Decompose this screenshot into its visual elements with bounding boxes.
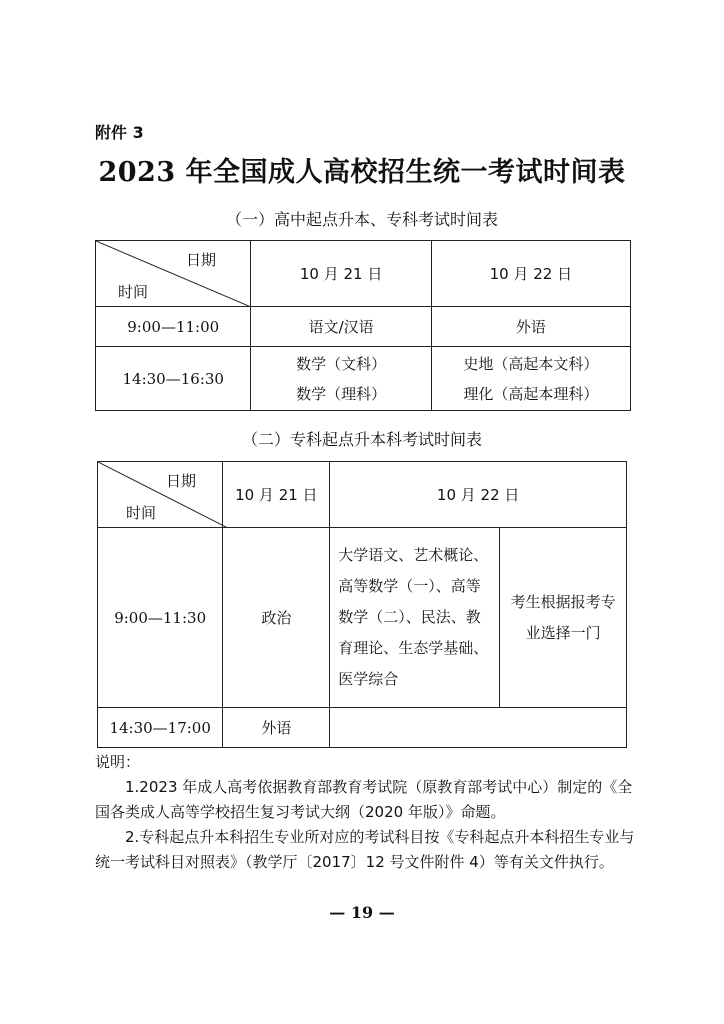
table2-header-day2: 10 月 22 日 xyxy=(330,462,627,528)
table1-row1-day1: 语文/汉语 xyxy=(251,307,431,347)
diagonal-line xyxy=(98,462,228,528)
notes-heading: 说明： xyxy=(95,753,141,771)
table1-header-day2: 10 月 22 日 xyxy=(431,241,630,307)
table1-row2-day1 xyxy=(251,347,431,411)
table1-corner-cell xyxy=(96,241,251,307)
corner-time-label: 时间 xyxy=(126,504,157,522)
notes-section xyxy=(95,750,635,875)
table2-row2-day1: 外语 xyxy=(223,708,330,748)
table2-row1-time: 9:00—11:30 xyxy=(98,528,223,708)
attachment-label: 附件 3 xyxy=(95,123,144,142)
table2-row2-time: 14:30—17:00 xyxy=(98,708,223,748)
subject-line: 数学（理科） xyxy=(296,384,387,403)
table2-row1-day1: 政治 xyxy=(223,528,330,708)
table2-row2-day2 xyxy=(330,708,627,748)
note-item: 2.专科起点升本科招生专业所对应的考试科目按《专科起点升本科招生专业与统一考试科目对照表》（教学厅〔2017〕12 号文件附件 4）等有关文件执行。 xyxy=(95,828,635,871)
table2-header-day1: 10 月 21 日 xyxy=(223,462,330,528)
table2-corner-cell xyxy=(98,462,223,528)
note-item: 1.2023 年成人高考依据教育部教育考试院（原教育部考试中心）制定的《全国各类成人高等学校招生复习考试大纲（2020 年版）》命题。 xyxy=(95,778,633,821)
table1-exam-schedule xyxy=(95,240,631,411)
table1-caption: （一）高中起点升本、专科考试时间表 xyxy=(225,210,498,229)
table2-row1-day2-subjects: 大学语文、艺术概论、高等数学（一）、高等数学（二）、民法、教育理论、生态学基础、医学综合 xyxy=(330,528,500,708)
table2-caption: （二）专科起点升本科考试时间表 xyxy=(241,430,482,449)
subject-line: 史地（高起本文科） xyxy=(463,354,599,373)
corner-time-label: 时间 xyxy=(118,283,149,301)
subject-line: 数学（文科） xyxy=(296,354,387,373)
table1-row1-day2: 外语 xyxy=(431,307,630,347)
page-number: — 19 — xyxy=(329,903,395,922)
table1-row2-day2 xyxy=(431,347,630,411)
corner-date-label: 日期 xyxy=(186,251,217,269)
table2-exam-schedule xyxy=(97,461,627,748)
table2-row1-day2-note: 考生根据报考专业选择一门 xyxy=(500,528,627,708)
table1-header-day1: 10 月 21 日 xyxy=(251,241,431,307)
subject-line: 理化（高起本理科） xyxy=(463,384,599,403)
corner-date-label: 日期 xyxy=(166,472,197,490)
table1-row2-time: 14:30—16:30 xyxy=(96,347,251,411)
page-title: 2023 年全国成人高校招生统一考试时间表 xyxy=(98,157,626,188)
table1-row1-time: 9:00—11:00 xyxy=(96,307,251,347)
